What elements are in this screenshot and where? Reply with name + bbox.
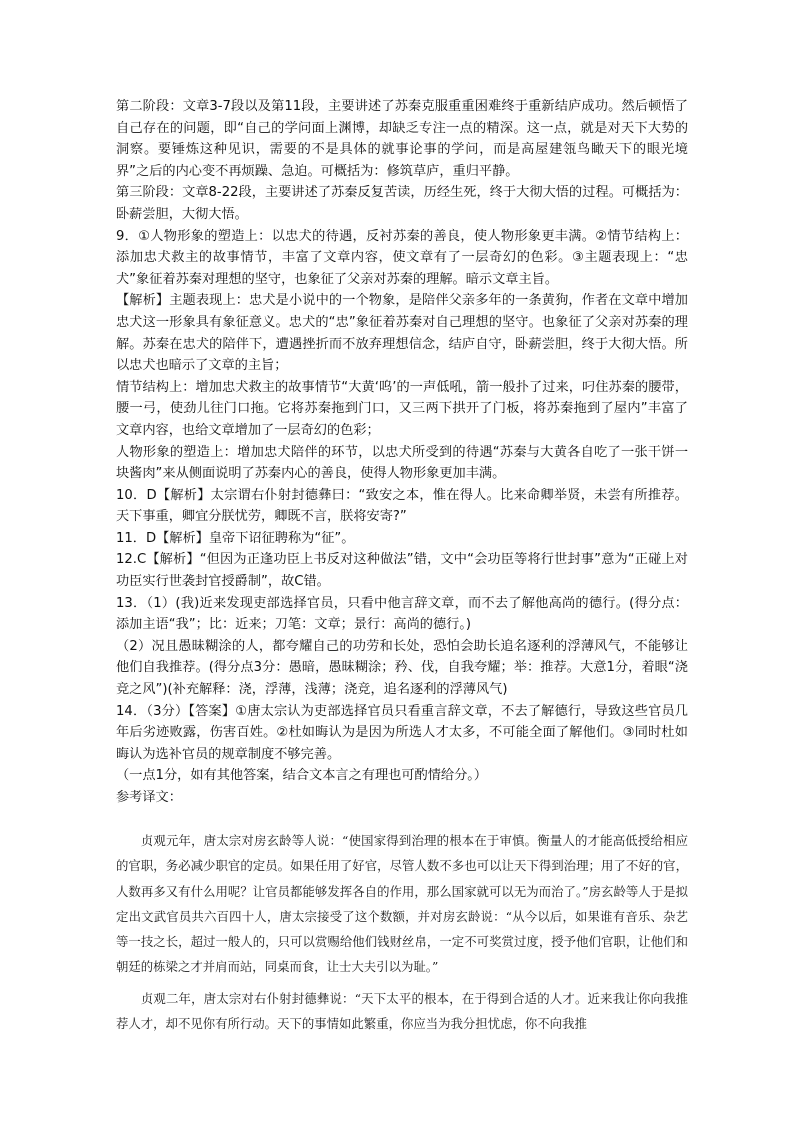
stage3-paragraph: 第三阶段：文章8-22段，主要讲述了苏秦反复苦读，历经生死，终于大彻大悟的过程。可概括为：卧薪尝胆，大彻大悟。 (116, 185, 688, 222)
translation-paragraph-1: 贞观元年，唐太宗对房玄龄等人说：“使国家得到治理的根本在于审慎。衡量人的才能高低授给相应的官职，务必减少职官的定员。如果任用了好官，尽管人数不多也可以让天下得到治理；用了不好的官，人数再多又有什么用呢？让官员都能够发挥各自的作用，那么国家就可以无为而治了。”房玄龄等人于是拟定出文武官员共六百四十人，唐太宗接受了这个数额，并对房玄龄说：“从今以后，如果谁有音乐、杂艺等一技之长，超过一般人的，只可以赏赐给他们钱财丝帛，一定不可奖赏过度，授予他们官职，让他们和朝廷的栋梁之才并肩而站，同桌而食，让士大夫引以为耻。” (116, 833, 688, 975)
answer-key (116, 96, 688, 809)
reference-translation (116, 828, 688, 1042)
q14-note: （一点1分，如有其他答案，结合文本言之有理也可酌情给分。） (116, 768, 488, 784)
stage2-paragraph: 第二阶段：文章3-7段以及第11段，主要讲述了苏秦克服重重困难终于重新结庐成功。然后顿悟了自己存在的问题，即“自己的学问面上渊博，却缺乏专注一点的精深。这一点，就是对天下大势的洞察。要锤炼这种见识，需要的不是具体的就事论事的学问，而是高屋建瓴鸟瞰天下的眼光境界”之后的内心变不再烦躁、急迫。可概括为：修筑草庐，重归平静。 (116, 99, 689, 179)
q12-answer: 12.C【解析】“但因为正逢功臣上书反对这种做法”错，文中“会功臣等将行世封事”意为“正碰上对功臣实行世袭封官授爵制”，故C错。 (116, 552, 688, 590)
q11-answer: 11．D【解析】皇帝下诏征聘称为“征”。 (116, 530, 355, 546)
q13-part1: 13．（1）(我)近来发现吏部选择官员，只看中他言辞文章，而不去了解他高尚的德行。(得分点：添加主语“我”；比：近来；刀笔：文章；景行：高尚的德行。) (116, 595, 688, 633)
q14-answer: 14．（3分）【答案】①唐太宗认为吏部选择官员只看重言辞文章，不去了解德行，导致这些官员几年后劣迹败露，伤害百姓。②杜如晦认为是因为所选人才太多，不可能全面了解他们。③同时杜如晦认为选补官员的规章制度不够完善。 (116, 703, 688, 762)
reference-label: 参考译文： (116, 790, 182, 805)
q9-answer: 9．①人物形象的塑造上：以忠犬的待遇，反衬苏秦的善良，使人物形象更丰满。②情节结构上：添加忠犬救主的故事情节，丰富了文章内容，使文章有了一层奇幻的色彩。③主题表现上：“忠犬”象征着苏秦对理想的坚守，也象征了父亲对苏秦的理解。暗示文章主旨。 (116, 228, 688, 287)
q9-analysis: 【解析】主题表现上：忠犬是小说中的一个物象，是陪伴父亲多年的一条黄狗，作者在文章中增加忠犬这一形象具有象征意义。忠犬的“忠”象征着苏秦对自己理想的坚守。也象征了父亲对苏秦的理解。苏秦在忠犬的陪伴下，遭遇挫折而不放弃理想信念，结庐自守，卧薪尝胆，终于大彻大悟。所以忠犬也暗示了文章的主旨； (116, 293, 688, 374)
q10-answer: 10．D【解析】太宗谓右仆射封德彝曰：“致安之本，惟在得人。比来命卿举贤，未尝有所推荐。天下事重，卿宜分朕忧劳，卿既不言，朕将安寄?” (116, 487, 688, 525)
q13-part2: （2）况且愚昧糊涂的人，都夸耀自己的功劳和长处，恐怕会助长追名逐利的浮薄风气，不能够让他们自我推荐。(得分点3分：愚暗，愚昧糊涂；矜、伐，自我夸耀；举：推荐。大意1分，着眼“浇竞之风”)(补充解释：浇，浮薄，浅薄；浇竞，追名逐利的浮薄风气) (116, 638, 688, 698)
q9-plot: 情节结构上：增加忠犬救主的故事情节“大黄‘呜’的一声低吼，箭一般扑了过来，叼住苏秦的腰带，腰一弓，使劲儿往门口拖。它将苏秦拖到门口，又三两下拱开了门板，将苏秦拖到了屋内”丰富了文章内容，也给文章增加了一层奇幻的色彩； (116, 379, 688, 438)
q9-character: 人物形象的塑造上：增加忠犬陪伴的环节，以忠犬所受到的待遇“苏秦与大黄各自吃了一张干饼一块酱肉”来从侧面说明了苏秦内心的善良，使得人物形象更加丰满。 (116, 444, 688, 482)
translation-paragraph-2: 贞观二年，唐太宗对右仆射封德彝说：“天下太平的根本，在于得到合适的人才。近来我让你向我推荐人才，却不见你有所行动。天下的事情如此繁重，你应当为我分担忧虑，你不向我推 (116, 990, 688, 1032)
